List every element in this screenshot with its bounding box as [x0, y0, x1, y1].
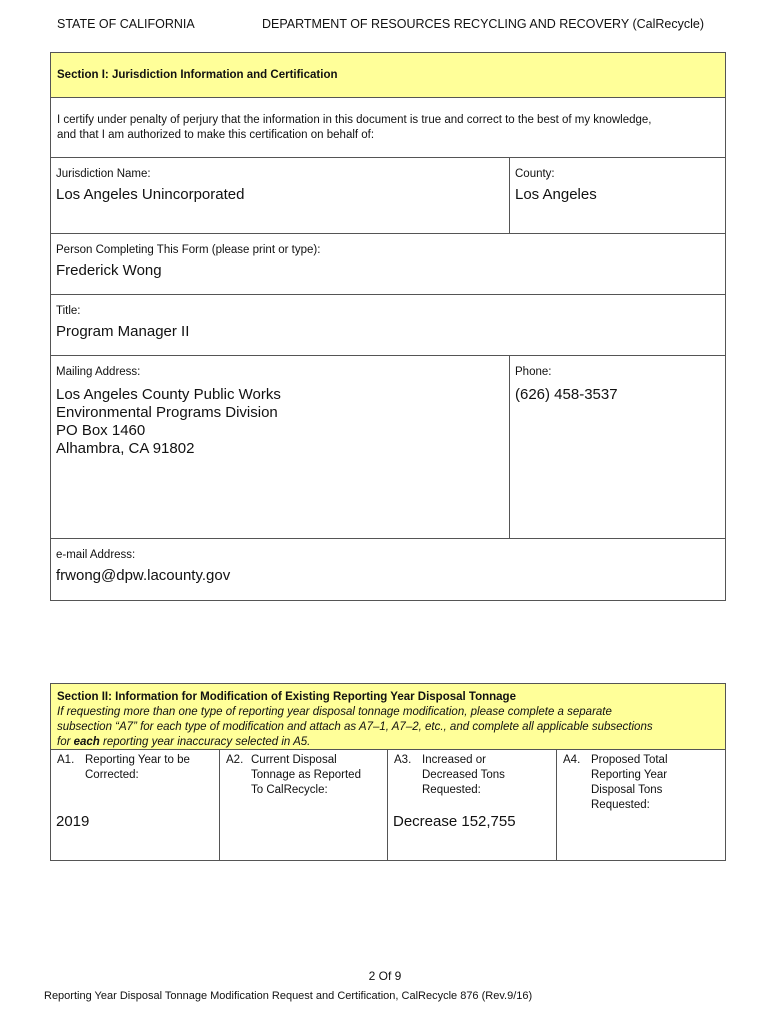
a4-field[interactable]	[556, 750, 725, 860]
instruction-line-3-post: reporting year inaccuracy selected in A5.	[99, 736, 311, 748]
a1-field[interactable]	[51, 750, 219, 860]
a3-value: Decrease 152,755	[393, 813, 516, 830]
title-value: Program Manager II	[56, 323, 190, 340]
title-label: Title:	[56, 305, 81, 317]
title-field[interactable]	[51, 295, 725, 355]
instruction-line-3-emphasis: each	[73, 736, 100, 748]
person-label: Person Completing This Form (please print or type):	[56, 244, 321, 256]
mailing-address-label: Mailing Address:	[56, 366, 141, 378]
address-line-4: Alhambra, CA 91802	[56, 440, 195, 457]
a3-label	[422, 753, 505, 798]
section-2-title: Section II: Information for Modification of Existing Reporting Year Disposal Tonnage	[57, 691, 516, 703]
section-2-grid	[51, 750, 725, 860]
a4-label-line-2: Reporting Year	[591, 769, 668, 781]
phone-label: Phone:	[515, 366, 552, 378]
phone-field[interactable]	[509, 356, 725, 538]
a1-label-line-2: Corrected:	[85, 769, 139, 781]
a3-label-line-2: Decreased Tons	[422, 769, 505, 781]
a2-header	[220, 750, 387, 798]
form-title: Reporting Year Disposal Tonnage Modification Request and Certification, CalRecycle 876 (Rev.9/16)	[44, 990, 533, 1002]
a2-label	[251, 753, 361, 798]
title-row	[51, 295, 725, 356]
email-value: frwong@dpw.lacounty.gov	[56, 567, 231, 584]
person-field[interactable]	[51, 234, 725, 294]
address-line-1: Los Angeles County Public Works	[56, 386, 281, 403]
mailing-address-value	[56, 386, 504, 458]
a1-label	[85, 753, 190, 783]
jurisdiction-label: Jurisdiction Name:	[56, 168, 151, 180]
a4-header	[557, 750, 725, 813]
a1-number: A1.	[57, 754, 75, 766]
county-value: Los Angeles	[515, 186, 597, 203]
cert-line-1: I certify under penalty of perjury that the information in this document is true and correct to the best of my knowledge,	[57, 114, 652, 126]
a2-field[interactable]	[219, 750, 387, 860]
a3-number: A3.	[394, 754, 412, 766]
a2-label-line-2: Tonnage as Reported	[251, 769, 361, 781]
county-field[interactable]	[509, 158, 725, 233]
jurisdiction-value: Los Angeles Unincorporated	[56, 186, 245, 203]
header-department: DEPARTMENT OF RESOURCES RECYCLING AND RECOVERY (CalRecycle)	[262, 17, 704, 31]
person-row	[51, 234, 725, 295]
a1-header	[51, 750, 219, 783]
county-label: County:	[515, 168, 555, 180]
certification-statement	[51, 98, 725, 158]
cert-line-2: and that I am authorized to make this certification on behalf of:	[57, 129, 375, 141]
a4-label-line-1: Proposed Total	[591, 754, 668, 766]
address-row	[51, 356, 725, 539]
a3-header	[388, 750, 556, 798]
section-1-title: Section I: Jurisdiction Information and Certification	[51, 53, 725, 98]
a3-label-line-1: Increased or	[422, 754, 486, 766]
a1-label-line-1: Reporting Year to be	[85, 754, 190, 766]
email-field[interactable]	[51, 539, 725, 600]
person-value: Frederick Wong	[56, 262, 162, 279]
email-row	[51, 539, 725, 600]
jurisdiction-row	[51, 158, 725, 234]
a4-number: A4.	[563, 754, 581, 766]
page-number: 2 Of 9	[368, 969, 402, 983]
instruction-line-3-pre: for	[57, 736, 74, 748]
a3-field[interactable]	[387, 750, 556, 860]
a2-label-line-1: Current Disposal	[251, 754, 337, 766]
a2-number: A2.	[226, 754, 244, 766]
a4-label-line-4: Requested:	[591, 799, 650, 811]
a1-value: 2019	[56, 813, 90, 830]
phone-value: (626) 458-3537	[515, 386, 618, 403]
header-state: STATE OF CALIFORNIA	[57, 17, 195, 31]
a3-label-line-3: Requested:	[422, 784, 481, 796]
address-line-3: PO Box 1460	[56, 422, 146, 439]
section-1	[50, 52, 726, 601]
section-2	[50, 683, 726, 861]
jurisdiction-field[interactable]	[51, 158, 509, 233]
email-label: e-mail Address:	[56, 549, 136, 561]
mailing-address-field[interactable]	[51, 356, 509, 538]
instruction-line-1: If requesting more than one type of reporting year disposal tonnage modification, please complete a separate	[57, 706, 612, 718]
a2-label-line-3: To CalRecycle:	[251, 784, 328, 796]
instruction-line-3	[57, 735, 719, 750]
instruction-line-2: subsection “A7” for each type of modification and attach as A7–1, A7–2, etc., and complete all applicable subsections	[57, 721, 653, 733]
a4-label-line-3: Disposal Tons	[591, 784, 663, 796]
a4-label	[591, 753, 668, 813]
address-line-2: Environmental Programs Division	[56, 404, 278, 421]
section-2-header	[51, 684, 725, 750]
